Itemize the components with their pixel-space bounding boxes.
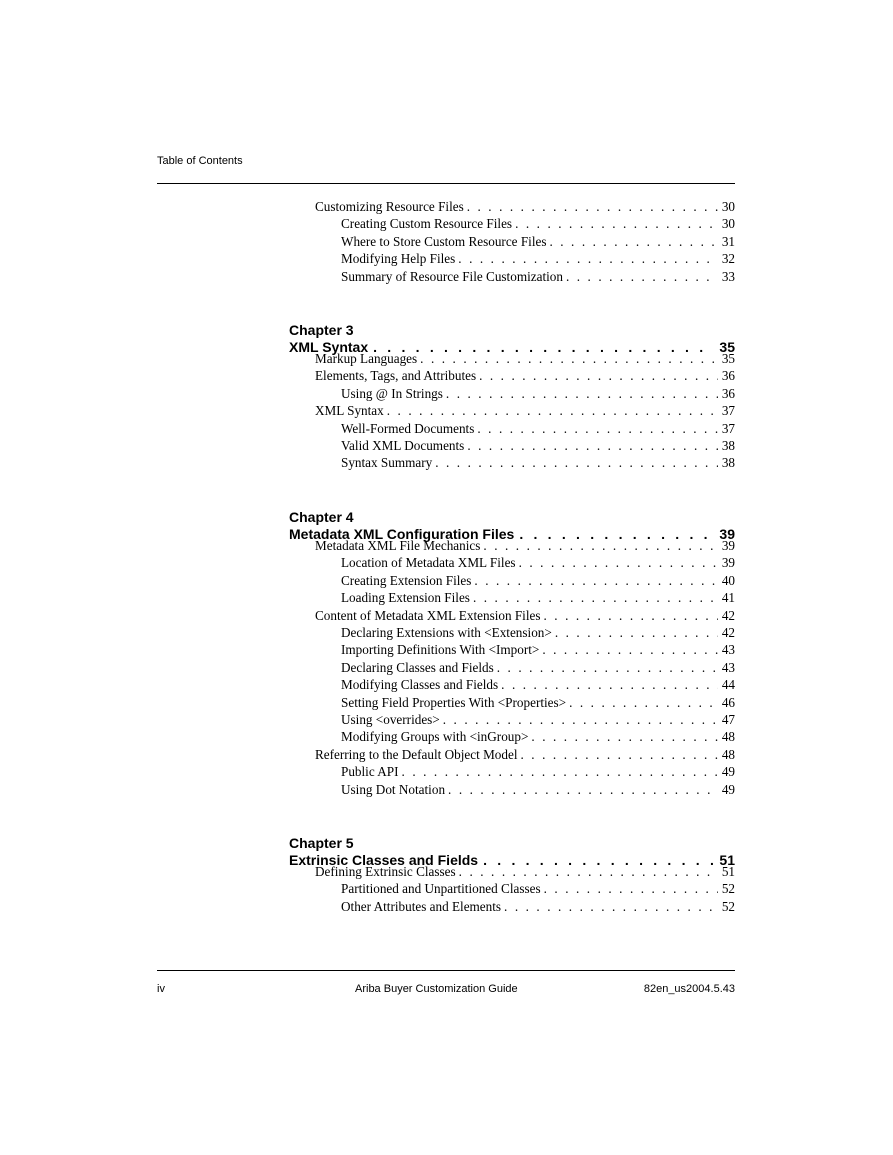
toc-entry-page: 48 [721, 729, 735, 745]
chapter-label: Chapter 4 [289, 509, 354, 525]
leader-dots [555, 624, 718, 641]
toc-entry-title: Importing Definitions With <Import> [341, 642, 540, 658]
toc-entry-page: 43 [721, 659, 735, 675]
toc-entry-title: Setting Field Properties With <Properties> [341, 694, 567, 710]
toc-entry-title: Syntax Summary [341, 455, 433, 471]
toc-entry-title: Declaring Classes and Fields [341, 659, 494, 675]
leader-dots [483, 537, 717, 554]
chapter-title: Extrinsic Classes and Fields [289, 852, 479, 868]
toc-entry-page: 31 [721, 233, 735, 249]
toc-entry[interactable] [315, 746, 735, 763]
toc-entry-title: Partitioned and Unpartitioned Classes [341, 881, 541, 897]
chapter-page-number: 39 [719, 526, 735, 542]
toc-entry-title: Well-Formed Documents [341, 420, 475, 436]
toc-entry[interactable] [341, 694, 735, 711]
footer-rule [157, 970, 735, 971]
chapter-label: Chapter 5 [289, 835, 354, 851]
toc-entry-title: Elements, Tags, and Attributes [315, 368, 477, 384]
toc-entry-page: 49 [721, 781, 735, 797]
toc-entry[interactable] [341, 763, 735, 780]
toc-entry-page: 38 [721, 455, 735, 471]
toc-entry[interactable] [341, 437, 735, 454]
toc-entry-title: Location of Metadata XML Files [341, 555, 516, 571]
footer-page-number: iv [157, 983, 165, 995]
toc-entry-title: Public API [341, 764, 399, 780]
toc-entry-page: 39 [721, 555, 735, 571]
chapter-title: Metadata XML Configuration Files [289, 526, 515, 542]
leader-dots [515, 215, 718, 232]
toc-entry-title: Creating Extension Files [341, 572, 472, 588]
leader-dots [448, 781, 718, 798]
toc-entry[interactable] [341, 781, 735, 798]
toc-entry-title: Referring to the Default Object Model [315, 746, 518, 762]
toc-entry-page: 52 [721, 881, 735, 897]
toc-entry-title: Where to Store Custom Resource Files [341, 233, 547, 249]
leader-dots [402, 763, 718, 780]
toc-entry-title: Using <overrides> [341, 712, 440, 727]
toc-entry-page: 44 [721, 677, 735, 693]
toc-entry-title: Modifying Groups with <inGroup> [341, 729, 529, 745]
toc-entry-title: Valid XML Documents [341, 438, 465, 453]
toc-entry-title: Customizing Resource Files [315, 199, 464, 214]
leader-dots [458, 250, 718, 267]
toc-entry[interactable] [341, 589, 735, 606]
toc-entry-page: 39 [721, 538, 735, 553]
toc-entry[interactable] [315, 367, 735, 384]
toc-entry-page: 42 [721, 625, 735, 640]
toc-entry-page: 48 [721, 746, 735, 762]
toc-entry-title: Summary of Resource File Customization [341, 268, 563, 284]
toc-entry[interactable] [341, 676, 735, 693]
toc-entry-title: Modifying Help Files [341, 251, 456, 267]
chapter-title: XML Syntax [289, 339, 369, 355]
leader-dots [544, 607, 718, 624]
toc-entry[interactable] [341, 880, 735, 897]
leader-dots [504, 898, 718, 915]
toc-entry-page: 37 [721, 420, 735, 436]
chapter-page-number: 51 [719, 852, 735, 868]
toc-entry[interactable] [315, 198, 735, 215]
toc-entry[interactable] [341, 385, 735, 402]
leader-dots [473, 589, 718, 606]
toc-entry[interactable] [341, 215, 735, 232]
toc-entry-page: 35 [721, 351, 735, 366]
toc-entry[interactable] [341, 641, 735, 658]
toc-entry-title: Using @ In Strings [341, 385, 443, 401]
toc-entry[interactable] [341, 268, 735, 285]
leader-dots [566, 268, 718, 285]
leader-dots [443, 711, 718, 728]
toc-entry-page: 40 [721, 572, 735, 588]
toc-entry[interactable] [341, 711, 735, 728]
toc-entry[interactable] [341, 572, 735, 589]
toc-entry[interactable] [341, 554, 735, 571]
leader-dots [387, 402, 718, 419]
toc-entry-title: Declaring Extensions with <Extension> [341, 625, 552, 640]
toc-entry[interactable] [341, 420, 735, 437]
toc-entry-page: 38 [721, 438, 735, 453]
toc-entry[interactable] [315, 863, 735, 880]
toc-entry[interactable] [341, 624, 735, 641]
leader-dots [519, 554, 718, 571]
leader-dots [544, 880, 718, 897]
toc-entry-page: 42 [721, 607, 735, 623]
toc-entry-title: Metadata XML File Mechanics [315, 538, 481, 553]
toc-entry[interactable] [341, 659, 735, 676]
running-header: Table of Contents [157, 155, 243, 167]
leader-dots [549, 233, 717, 250]
toc-entry[interactable] [341, 728, 735, 745]
leader-dots [497, 659, 718, 676]
toc-entry-page: 33 [721, 268, 735, 284]
toc-entry-page: 36 [721, 368, 735, 384]
toc-entry-title: Content of Metadata XML Extension Files [315, 607, 541, 623]
toc-entry-page: 46 [721, 694, 735, 710]
toc-entry[interactable] [315, 402, 735, 419]
leader-dots [459, 863, 718, 880]
toc-entry-title: XML Syntax [315, 403, 384, 419]
toc-entry-title: Using Dot Notation [341, 781, 446, 797]
leader-dots [479, 367, 718, 384]
toc-entry[interactable] [315, 350, 735, 367]
header-rule [157, 183, 735, 184]
toc-entry-page: 32 [721, 251, 735, 267]
leader-dots [501, 676, 718, 693]
leader-dots [446, 385, 718, 402]
chapter-page-number: 35 [719, 339, 735, 355]
toc-entry-title: Creating Custom Resource Files [341, 216, 513, 232]
toc-entry[interactable] [341, 454, 735, 471]
leader-dots [435, 454, 718, 471]
toc-entry-title: Other Attributes and Elements [341, 898, 502, 914]
leader-dots [420, 350, 718, 367]
footer-doc-id: 82en_us2004.5.43 [643, 983, 735, 995]
leader-dots [531, 728, 717, 745]
toc-entry-page: 52 [721, 898, 735, 914]
toc-entry-page: 43 [721, 642, 735, 658]
toc-entry-page: 36 [721, 385, 735, 401]
leader-dots [542, 641, 717, 658]
leader-dots [521, 746, 718, 763]
toc-entry[interactable] [315, 537, 735, 554]
chapter-label: Chapter 3 [289, 322, 354, 338]
toc-entry-title: Markup Languages [315, 351, 418, 366]
toc-entry-page: 49 [721, 764, 735, 780]
leader-dots [477, 420, 717, 437]
toc-entry[interactable] [341, 898, 735, 915]
toc-entry-title: Defining Extrinsic Classes [315, 864, 456, 879]
toc-entry-title: Loading Extension Files [341, 590, 470, 606]
toc-entry-page: 41 [721, 590, 735, 606]
toc-entry-page: 37 [721, 403, 735, 419]
toc-entry-page: 30 [721, 199, 735, 214]
toc-entry-page: 30 [721, 216, 735, 232]
leader-dots [467, 437, 718, 454]
leader-dots [569, 694, 718, 711]
toc-entry-title: Modifying Classes and Fields [341, 677, 499, 693]
leader-dots [467, 198, 718, 215]
toc-entry-page: 47 [721, 712, 735, 727]
footer-book-title: Ariba Buyer Customization Guide [355, 983, 518, 995]
toc-entry-page: 51 [721, 864, 735, 879]
toc-entry[interactable] [341, 250, 735, 267]
toc-entry[interactable] [341, 233, 735, 250]
leader-dots [474, 572, 717, 589]
toc-entry[interactable] [315, 607, 735, 624]
